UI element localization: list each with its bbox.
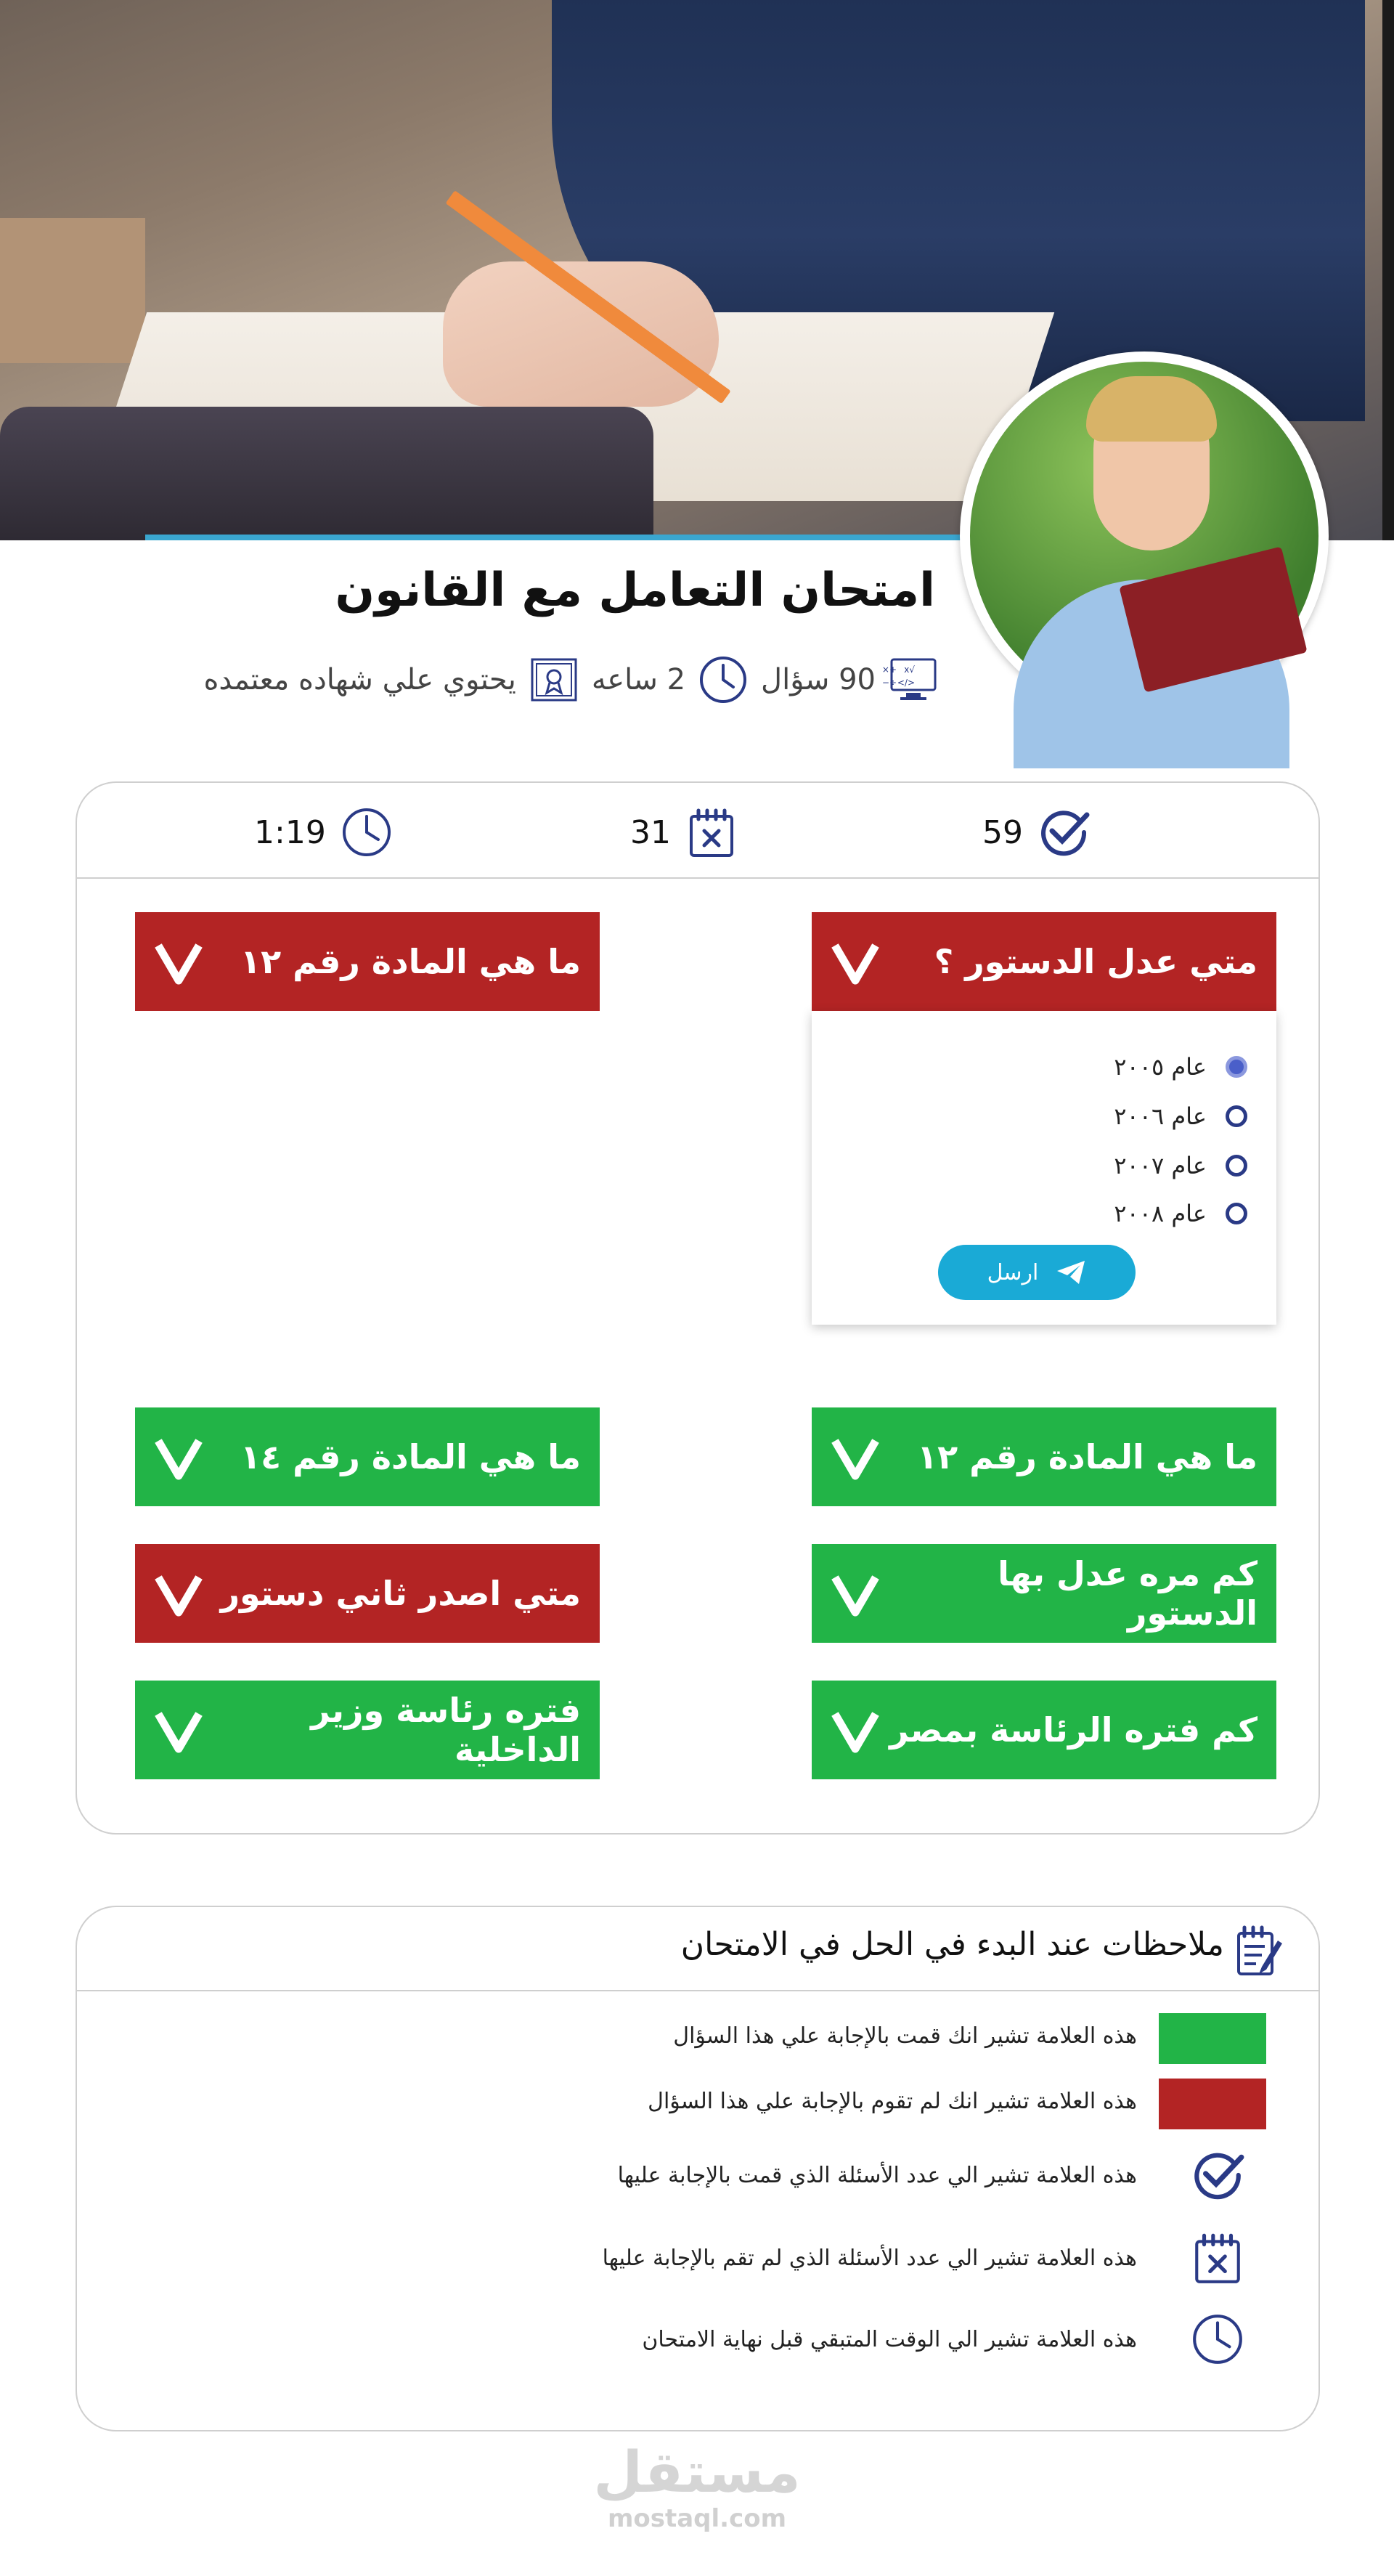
notepad-x-icon xyxy=(1189,2230,1246,2286)
chevron-down-icon xyxy=(150,1701,208,1759)
note-item: هذه العلامة تشير الي عدد الأسئلة الذي قمت بالإجابة عليها xyxy=(617,2163,1137,2188)
avatar xyxy=(960,352,1329,720)
question-item[interactable] xyxy=(812,1407,1276,1506)
clock-icon xyxy=(339,805,394,860)
hero-edge xyxy=(1382,0,1394,540)
question-label: ما هي المادة رقم ١٢ xyxy=(240,942,581,981)
question-label: ما هي المادة رقم ١٤ xyxy=(240,1437,581,1476)
watermark-url: mostaql.com xyxy=(607,2504,787,2533)
clock-icon xyxy=(1189,2311,1246,2368)
answered-stat xyxy=(982,805,1091,860)
unanswered-stat xyxy=(630,805,739,860)
answered-count: 59 xyxy=(982,813,1023,851)
option-label: عام ٢٠٠٦ xyxy=(1114,1102,1207,1130)
chevron-down-icon xyxy=(826,1701,884,1759)
course-duration: 2 ساعه xyxy=(591,663,686,696)
question-label: متي اصدر ثاني دستور xyxy=(220,1574,581,1613)
notepad-pen-icon xyxy=(1233,1923,1288,1978)
option-row[interactable] xyxy=(1114,1152,1247,1179)
watermark-logo: مستقل xyxy=(593,2440,801,2506)
hero-pencil-case xyxy=(0,407,653,540)
option-row[interactable] xyxy=(1114,1053,1247,1081)
time-stat xyxy=(254,805,394,860)
certificate-icon xyxy=(528,654,580,706)
question-options-card xyxy=(812,1011,1276,1325)
chevron-down-icon xyxy=(826,1564,884,1622)
notepad-x-icon xyxy=(684,805,739,860)
unanswered-count: 31 xyxy=(630,813,671,851)
option-row[interactable] xyxy=(1114,1102,1247,1130)
notes-divider xyxy=(77,1990,1318,1991)
note-item: هذه العلامة تشير الي عدد الأسئلة الذي لم تقم بالإجابة عليها xyxy=(602,2246,1137,2271)
note-item: هذه العلامة تشير الي الوقت المتبقي قبل نهاية الامتحان xyxy=(642,2327,1137,2352)
notes-title: ملاحظات عند البدء في الحل في الامتحان xyxy=(680,1926,1224,1963)
chevron-down-icon xyxy=(150,933,208,991)
course-meta xyxy=(203,654,939,706)
paper-plane-icon xyxy=(1056,1259,1086,1285)
page-title: امتحان التعامل مع القانون xyxy=(335,564,935,617)
question-item[interactable] xyxy=(135,1544,600,1643)
send-button[interactable] xyxy=(938,1245,1136,1300)
chevron-down-icon xyxy=(826,1428,884,1486)
question-item[interactable] xyxy=(812,912,1276,1011)
option-label: عام ٢٠٠٨ xyxy=(1114,1200,1207,1227)
note-item: هذه العلامة تشير انك لم تقوم بالإجابة علي هذا السؤال xyxy=(648,2089,1137,2114)
svg-text:</>: </> xyxy=(897,678,915,688)
question-label: ما هي المادة رقم ١٢ xyxy=(917,1437,1258,1476)
svg-text:÷−: ÷− xyxy=(881,678,897,688)
check-circle-icon xyxy=(1036,805,1091,860)
radio[interactable] xyxy=(1226,1203,1247,1224)
notes-panel xyxy=(76,1906,1320,2431)
question-item[interactable] xyxy=(135,912,600,1011)
green-swatch xyxy=(1159,2013,1266,2064)
send-label: ارسل xyxy=(987,1259,1039,1285)
time-left: 1:19 xyxy=(254,813,326,851)
radio[interactable] xyxy=(1226,1105,1247,1127)
course-certificate: يحتوي علي شهاده معتمده xyxy=(203,663,516,696)
question-item[interactable] xyxy=(812,1544,1276,1643)
question-label: متي عدل الدستور ؟ xyxy=(934,942,1258,981)
question-label: فتره رئاسة وزير الداخلية xyxy=(311,1691,581,1769)
hero-box xyxy=(0,218,145,363)
radio[interactable] xyxy=(1226,1155,1247,1177)
svg-text:+×: +× xyxy=(881,665,897,675)
option-label: عام ٢٠٠٧ xyxy=(1114,1152,1207,1179)
chevron-down-icon xyxy=(826,933,884,991)
check-circle-icon xyxy=(1189,2147,1246,2203)
calculator-screen-icon xyxy=(881,654,939,706)
question-item[interactable] xyxy=(812,1681,1276,1779)
red-swatch xyxy=(1159,2079,1266,2129)
note-item: هذه العلامة تشير انك قمت بالإجابة علي هذا السؤال xyxy=(673,2023,1137,2049)
question-label: كم مره عدل بها الدستور xyxy=(998,1554,1258,1633)
question-item[interactable] xyxy=(135,1681,600,1779)
radio-selected[interactable] xyxy=(1226,1056,1247,1078)
chevron-down-icon xyxy=(150,1564,208,1622)
question-label: كم فتره الرئاسة بمصر xyxy=(889,1710,1258,1750)
option-label: عام ٢٠٠٥ xyxy=(1114,1053,1207,1081)
panel-divider xyxy=(77,877,1318,879)
question-item[interactable] xyxy=(135,1407,600,1506)
chevron-down-icon xyxy=(150,1428,208,1486)
svg-text:√x: √x xyxy=(904,665,915,675)
option-row[interactable] xyxy=(1114,1200,1247,1227)
clock-icon xyxy=(697,654,749,706)
questions-count: 90 سؤال xyxy=(761,663,876,696)
